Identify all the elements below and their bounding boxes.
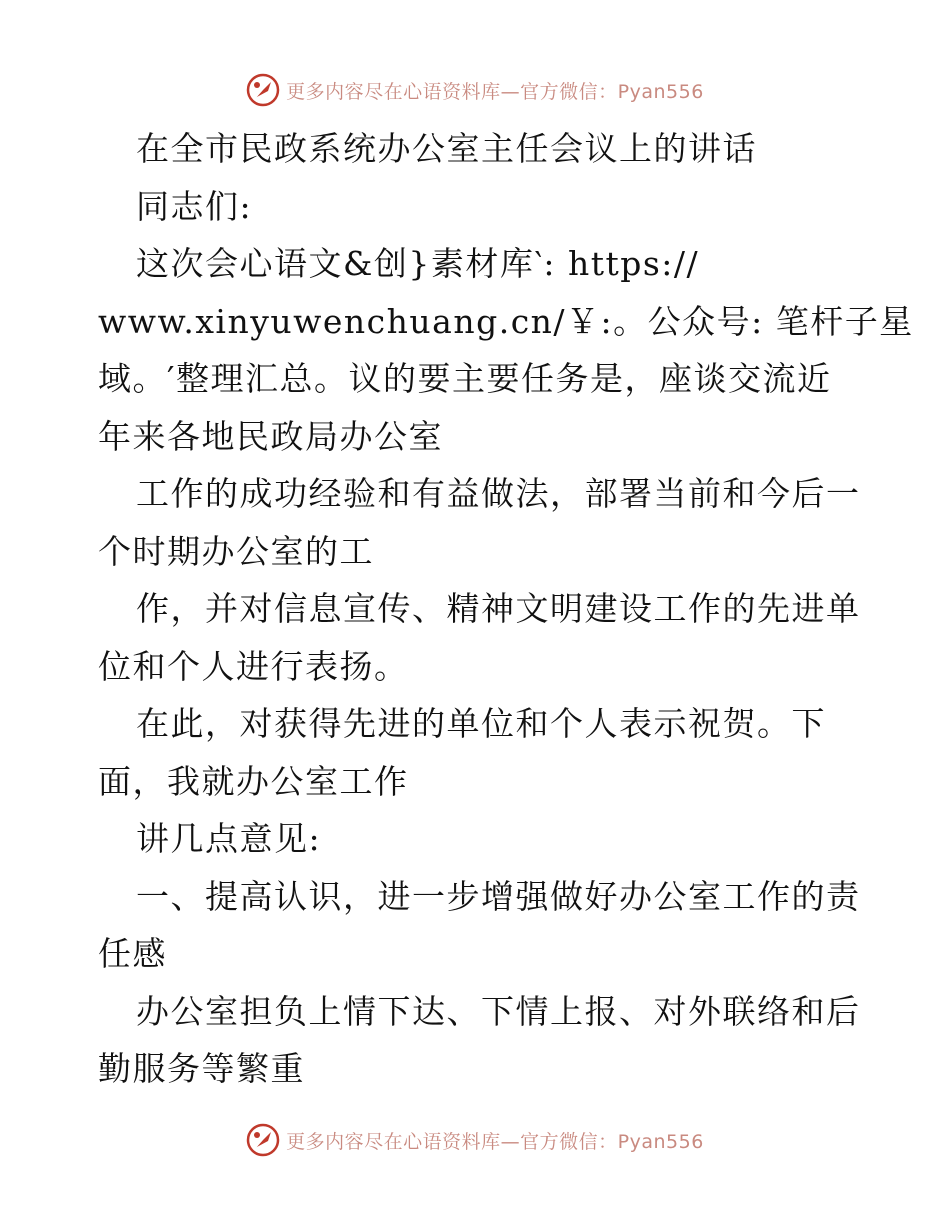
body-line: 这次会心语文&创}素材库‵: https:// (136, 244, 700, 283)
body-line: 勤服务等繁重 (98, 1049, 305, 1088)
body-line: 年来各地民政局办公室 (98, 416, 443, 456)
body-line: 办公室担负上情下达、下情上报、对外联络和后 (136, 991, 861, 1031)
body-line: 在此，对获得先进的单位和个人表示祝贺。下 (136, 704, 826, 743)
quill-logo-icon (246, 1123, 280, 1157)
salutation: 同志们: (136, 186, 253, 226)
body-line: 个时期办公室的工 (98, 531, 374, 571)
watermark-banner-top (0, 70, 950, 110)
body-line: 面，我就办公室工作 (98, 761, 409, 801)
watermark-banner-bottom (0, 1120, 950, 1160)
watermark-text-bottom: 更多内容尽在心语资料库—官方微信：Pyan556 (286, 1130, 704, 1153)
watermark-text-top: 更多内容尽在心语资料库—官方微信：Pyan556 (286, 80, 704, 103)
section-heading: 一、提高认识，进一步增强做好办公室工作的责 (136, 876, 861, 916)
body-line: 讲几点意见: (136, 819, 322, 858)
body-line: 工作的成功经验和有益做法，部署当前和今后一 (136, 474, 861, 513)
body-line: 位和个人进行表扬。 (98, 646, 409, 686)
body-line: 域。′整理汇总。议的要主要任务是，座谈交流近 (98, 359, 832, 398)
section-heading: 任感 (98, 934, 167, 973)
document-body (98, 120, 914, 1098)
body-line: 作，并对信息宣传、精神文明建设工作的先进单 (136, 589, 861, 628)
body-line: www.xinyuwenchuang.cn/￥:。公众号: 笔杆子星 (98, 301, 914, 341)
document-title: 在全市民政系统办公室主任会议上的讲话 (136, 129, 757, 168)
quill-logo-icon (246, 73, 280, 107)
